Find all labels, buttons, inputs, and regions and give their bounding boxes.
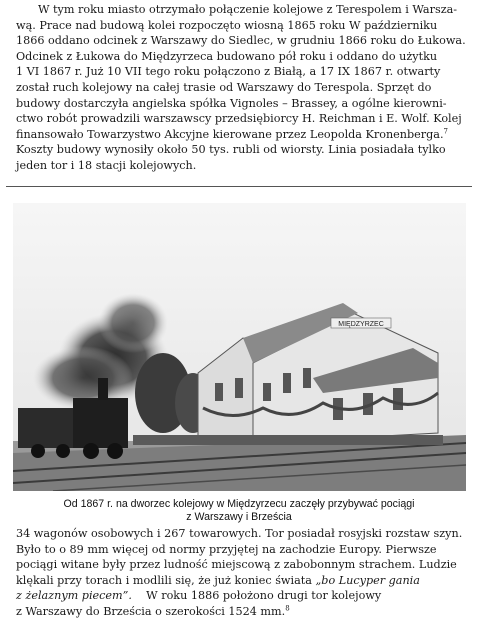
top-paragraph — [16, 2, 468, 174]
text-line: 1866 oddano odcinek z Warszawy do Siedlec, w grudniu 1866 roku do Łukowa. — [16, 34, 466, 48]
caption-line: z Warszawy i Brześcia — [186, 511, 292, 523]
text-line: ctwo robót prowadzili warszawscy przedsiębiorcy H. Reichman i E. Wolf. Kolej — [16, 112, 462, 126]
station-photo — [13, 203, 466, 491]
text-line: jeden tor i 18 stacji kolejowych. — [16, 158, 197, 172]
text-line: Było to o 89 mm więcej od normy przyjętej na zachodzie Europy. Pierwsze — [16, 542, 437, 556]
text-line: Koszty budowy wynosiły około 50 tys. rubli od wiorsty. Linia posiadała tylko — [16, 143, 446, 157]
text-line: 1 VI 1867 r. Już 10 VII tego roku połączono z Białą, a 17 IX 1867 r. otwarty — [16, 65, 441, 79]
text-line: z Warszawy do Brześcia o szerokości 1524 mm.$^8$ — [16, 604, 290, 618]
quote-italic: z żelaznym piecem”. — [16, 589, 132, 603]
footnote-mark: 7 — [443, 127, 448, 136]
station-sign: MIĘDZYRZEC — [338, 321, 384, 328]
text-line: pociągi witane były przez ludność miejscową z zabobonnym strachem. Ludzie — [16, 558, 457, 572]
quote-italic: „bo Lucyper gania — [315, 573, 420, 587]
photo-caption — [10, 498, 468, 524]
text-line: 34 wagonów osobowych i 267 towarowych. Tor posiadał rosyjski rozstaw szyn. — [16, 527, 463, 540]
station-photo-illustration — [13, 203, 466, 491]
caption-line: Od 1867 r. na dworzec kolejowy w Międzyrzecu zaczęły przybywać pociągi — [63, 498, 415, 510]
text-line: finansowało Towarzystwo Akcyjne kierowane przez Leopolda Kronenberga.$^7$ — [16, 127, 448, 141]
text-line: W tym roku miasto otrzymało połączenie kolejowe z Terespolem i Warsza- — [38, 3, 458, 16]
text-line: z żelaznym piecem”. W roku 1886 położono drugi tor kolejowy — [16, 589, 382, 603]
text-line: wą. Prace nad budową kolei rozpoczęto wiosną 1865 roku W październiku — [16, 18, 438, 32]
text-line: budowy dostarczyła angielska spółka Vignoles – Brassey, a ogólne kierowni- — [16, 96, 447, 110]
text-line: został ruch kolejowy na całej trasie od Warszawy do Terespola. Sprzęt do — [16, 80, 432, 94]
footnote-mark: 8 — [285, 604, 290, 613]
section-divider — [6, 186, 472, 187]
text-line: klękali przy torach i modlili się, że już koniec świata „bo Lucyper gania — [16, 573, 420, 587]
text-line: Odcinek z Łukowa do Międzyrzeca budowano pół roku i oddano do użytku — [16, 49, 438, 63]
bottom-paragraph — [16, 526, 468, 620]
